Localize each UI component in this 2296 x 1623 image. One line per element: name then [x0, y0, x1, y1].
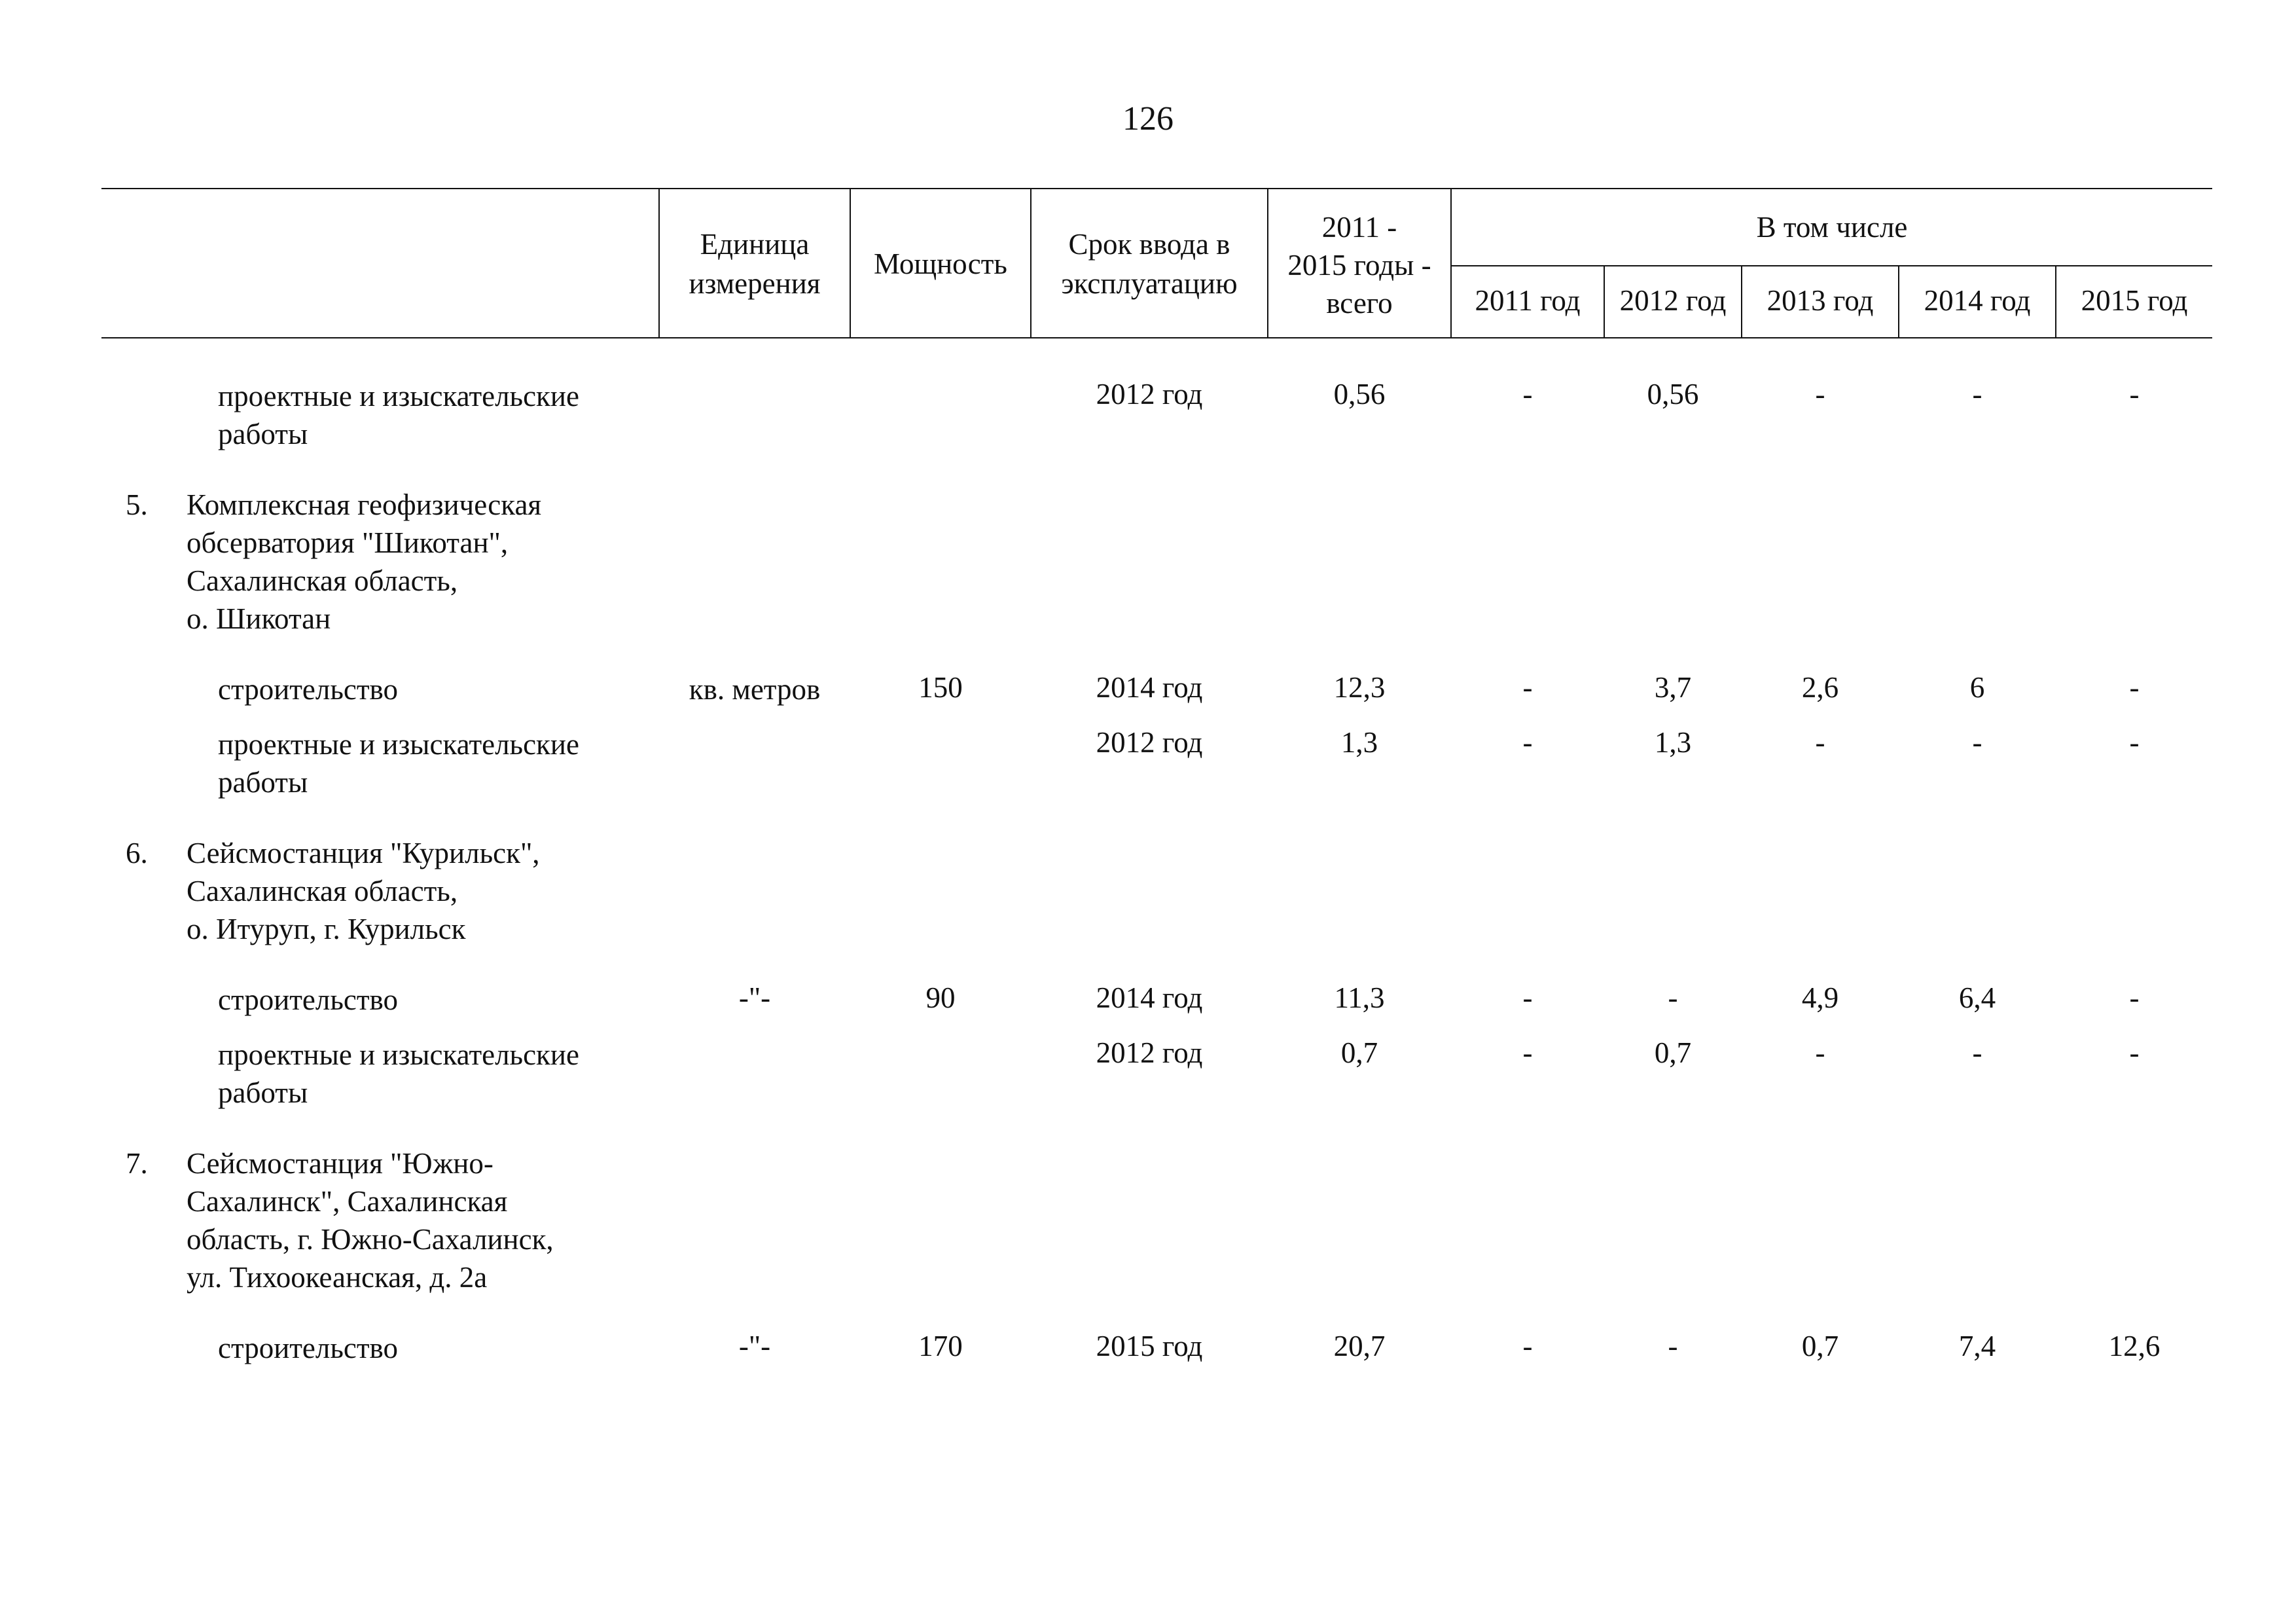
- row-label: проектные и изыскательские: [218, 1038, 579, 1071]
- row-capacity: 90: [925, 981, 956, 1014]
- section-title-line: область, г. Южно-Сахалинск,: [187, 1223, 554, 1256]
- row-2012: 1,3: [1654, 726, 1692, 759]
- row-2011: -: [1522, 981, 1533, 1014]
- row-2011: -: [1522, 1330, 1533, 1362]
- row-total: 12,3: [1333, 671, 1386, 704]
- header-top-rule: [101, 188, 2212, 189]
- section-title-line: о. Итуруп, г. Курильск: [187, 913, 466, 945]
- row-label: строительство: [218, 673, 398, 706]
- row-2014: 6,4: [1958, 981, 1996, 1014]
- row-2014: 7,4: [1958, 1330, 1996, 1362]
- header-total-line1: 2011 -: [1321, 211, 1397, 244]
- header-term-line2: эксплуатацию: [1061, 267, 1238, 300]
- row-2015: -: [2129, 981, 2140, 1014]
- row-total: 0,56: [1333, 378, 1386, 410]
- row-label: проектные и изыскательские: [218, 728, 579, 761]
- row-total: 11,3: [1334, 981, 1385, 1014]
- row-2015: -: [2129, 726, 2140, 759]
- section-title-line: Сейсмостанция "Курильск",: [187, 837, 540, 869]
- header-total-line3: всего: [1326, 287, 1393, 319]
- header-capacity: Мощность: [874, 247, 1007, 280]
- row-2015: -: [2129, 378, 2140, 410]
- header-unit-line1: Единица: [700, 228, 810, 261]
- row-term: 2015 год: [1096, 1330, 1203, 1362]
- row-2015: 12,6: [2108, 1330, 2161, 1362]
- page-number: 126: [1122, 100, 1174, 137]
- subheader-rule: [1450, 265, 2212, 266]
- section-title-line: Сахалинская область,: [187, 564, 458, 597]
- row-2011: -: [1522, 726, 1533, 759]
- row-label-cont: работы: [218, 1076, 308, 1109]
- row-2011: -: [1522, 378, 1533, 410]
- row-label-cont: работы: [218, 418, 308, 450]
- header-bottom-rule: [101, 337, 2212, 338]
- row-term: 2014 год: [1096, 981, 1203, 1014]
- section-number: 6.: [126, 837, 148, 869]
- header-year-2013: 2013 год: [1767, 284, 1874, 317]
- row-unit: -"-: [738, 981, 771, 1014]
- row-2012: -: [1668, 1330, 1678, 1362]
- row-2014: 6: [1969, 671, 1985, 704]
- row-2015: -: [2129, 671, 2140, 704]
- section-number: 7.: [126, 1147, 148, 1180]
- header-total-line2: 2015 годы -: [1287, 249, 1431, 282]
- row-term: 2012 год: [1096, 726, 1203, 759]
- row-2013: -: [1815, 378, 1825, 410]
- row-2013: -: [1815, 726, 1825, 759]
- row-2012: 3,7: [1654, 671, 1692, 704]
- row-2012: 0,56: [1647, 378, 1699, 410]
- row-total: 0,7: [1340, 1036, 1378, 1069]
- row-term: 2012 год: [1096, 1036, 1203, 1069]
- row-term: 2012 год: [1096, 378, 1203, 410]
- row-label: проектные и изыскательские: [218, 380, 579, 412]
- row-2013: 4,9: [1801, 981, 1839, 1014]
- section-number: 5.: [126, 488, 148, 521]
- row-2011: -: [1522, 1036, 1533, 1069]
- row-2012: -: [1668, 981, 1678, 1014]
- row-total: 1,3: [1340, 726, 1378, 759]
- section-title-line: Сахалинская область,: [187, 875, 458, 907]
- row-2011: -: [1522, 671, 1533, 704]
- row-2015: -: [2129, 1036, 2140, 1069]
- row-unit: -"-: [738, 1330, 771, 1362]
- row-2013: 2,6: [1801, 671, 1839, 704]
- section-title-line: ул. Тихоокеанская, д. 2а: [187, 1261, 488, 1294]
- row-capacity: 170: [918, 1330, 963, 1362]
- row-label: строительство: [218, 1332, 398, 1364]
- row-label-cont: работы: [218, 766, 308, 799]
- row-2012: 0,7: [1654, 1036, 1692, 1069]
- row-2013: -: [1815, 1036, 1825, 1069]
- section-title-line: обсерватория "Шикотан",: [187, 526, 509, 559]
- row-2013: 0,7: [1801, 1330, 1839, 1362]
- row-capacity: 150: [918, 671, 963, 704]
- header-term-line1: Срок ввода в: [1068, 228, 1230, 261]
- row-unit: кв. метров: [689, 673, 821, 706]
- header-year-2015: 2015 год: [2081, 284, 2188, 317]
- row-2014: -: [1972, 378, 1982, 410]
- row-term: 2014 год: [1096, 671, 1203, 704]
- section-title-line: Комплексная геофизическая: [187, 488, 542, 521]
- section-title-line: о. Шикотан: [187, 602, 331, 635]
- header-unit-line2: измерения: [689, 267, 821, 300]
- section-title-line: Сахалинск", Сахалинская: [187, 1185, 508, 1218]
- header-including: В том числе: [1756, 211, 1908, 244]
- row-2014: -: [1972, 726, 1982, 759]
- row-2014: -: [1972, 1036, 1982, 1069]
- section-title-line: Сейсмостанция "Южно-: [187, 1147, 493, 1180]
- header-year-2014: 2014 год: [1924, 284, 2031, 317]
- header-year-2012: 2012 год: [1619, 284, 1727, 317]
- row-label: строительство: [218, 983, 398, 1016]
- row-total: 20,7: [1333, 1330, 1386, 1362]
- header-year-2011: 2011 год: [1475, 284, 1581, 317]
